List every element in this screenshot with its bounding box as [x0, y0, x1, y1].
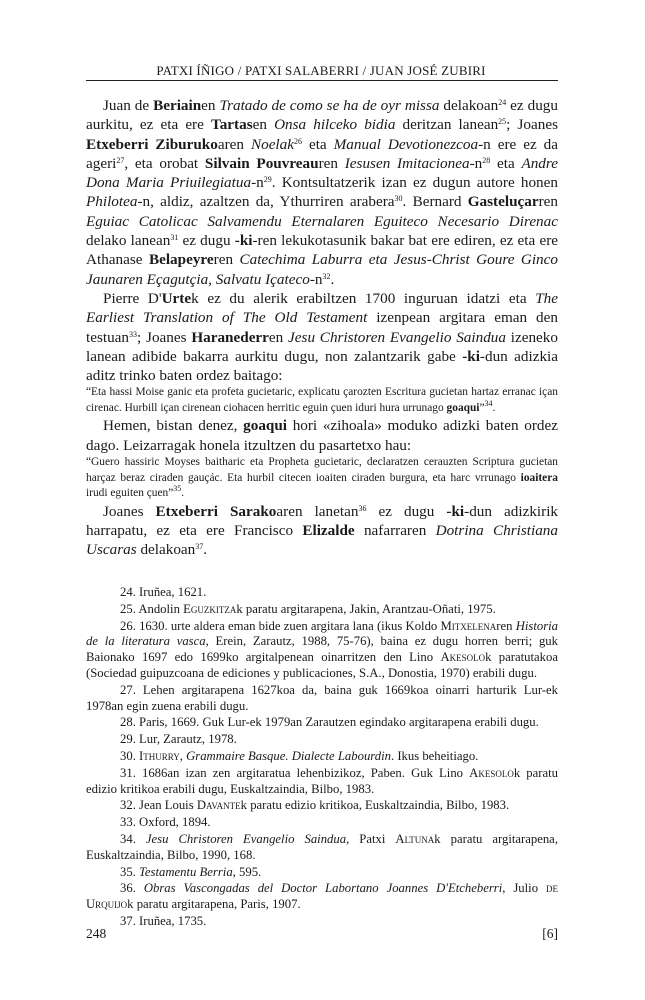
footnote-33: 33. Oxford, 1894.	[120, 815, 211, 830]
footnote-ref: 37	[195, 542, 204, 552]
footnote-25: 25. Andolin Eguzkitzak paratu argitarapena, Jakin, Arantzau-Oñati, 1975.	[120, 601, 496, 616]
running-head: PATXI ÍÑIGO / PATXI SALABERRI / JUAN JOSÉ ZUBIRI	[156, 63, 486, 78]
footnote-ref: 34	[484, 398, 493, 408]
paragraph-3: Hemen, bistan denez, goaqui hori «zihoala» moduko adizki baten ordez dago. Leizarragak honela itzultzen du pasartetxo hau:	[86, 417, 558, 454]
footnote-29: 29. Lur, Zarautz, 1978.	[120, 732, 237, 747]
footnote-28: 28. Paris, 1669. Guk Lur-ek 1979an Zarautzen egindako argitarapena erabili dugu.	[120, 715, 539, 730]
footnote-36: 36. Obras Vascongadas del Doctor Labortano Joannes D'Etcheberri, Julio de Urquijok paratu argitarapena, Paris, 1907.	[86, 881, 558, 912]
footnote-ref: 26	[294, 136, 302, 146]
page-label: [6]	[542, 926, 558, 941]
page-number: 248	[86, 926, 107, 941]
footnote-34: 34. Jesu Christoren Evangelio Saindua, Patxi Altunak paratu argitarapena, Euskaltzaindia, Bilbo, 1990, 168.	[86, 831, 558, 862]
footnote-ref: 36	[358, 503, 367, 513]
paragraph-4: Joanes Etxeberri Sarakoaren lanetan$^{36}$ ez dugu -ki-dun adizkirik harrapatu, ez eta ere Francisco Elizalde nafarraren Dotrina Christiana Uscaras delakoan$^{37}$.	[86, 502, 559, 559]
footnote-ref: 27	[116, 155, 125, 165]
footnote-ref: 30	[394, 194, 403, 204]
footnote-30: 30. Ithurry, Grammaire Basque. Dialecte Labourdin. Ikus beheitiago.	[120, 748, 479, 763]
footnote-ref: 28	[482, 155, 491, 165]
block-quote-1: “Eta hassi Moise ganic eta profeta gucietaric, explicatu çarozten Escritura gucietan hartaz erranac içan cirenac. Hurbill içan cirenean ciohacen herritic eguin çuen iduri hura urrunago goaqui”$^{34}$.	[86, 386, 558, 414]
footnote-ref: 24	[498, 98, 507, 107]
footnote-ref: 31	[170, 233, 179, 243]
footnote-ref: 29	[263, 175, 272, 185]
footnote-ref: 25	[498, 117, 507, 127]
header-rule	[86, 80, 558, 81]
footnote-27: 27. Lehen argitarapena 1627koa da, baina guk 1669koa oinarri harturik Lur-ek 1978an egin zuena erabili dugu.	[86, 682, 558, 713]
footnote-24: 24. Iruñea, 1621.	[120, 585, 207, 599]
footnote-35: 35. Testamentu Berria, 595.	[120, 864, 262, 879]
block-quote-2: “Guero hassiric Moyses baitharic eta Propheta gucietaric, declaratzen cerauzten Scriptura gucietan harçaz beraz ciraden gauçác. Eta hurbil citecen ioaiten ciraden burgura, eta harc vrrunago ioaitera irudi eguiten çuen”$^{35}$.	[86, 456, 558, 500]
footnote-31: 31. 1686an izan zen argitaratua lehenbizikoz, Paben. Guk Lino Akesolok paratu edizio kritikoa erabili dugu, Euskaltzaindia, Bilbo, 1983.	[86, 765, 559, 796]
footnote-ref: 35	[173, 484, 182, 494]
footnote-26: 26. 1630. urte aldera eman bide zuen argitara lana (ikus Koldo Mitxelenaren Historia de la literatura vasca, Erein, Zarautz, 1988, 75-76), baina ez dugu horren berri; guk Baionako 1697 edo 1699ko argitalpenean oinarritzen den Lino Akesolok paratutakoa (Sociedad guipuzcoana de ediciones y publicaciones, S.A., Donostia, 1970) erabili dugu.	[86, 618, 559, 680]
footnote-32: 32. Jean Louis Davantek paratu edizio kritikoa, Euskaltzaindia, Bilbo, 1983.	[120, 798, 510, 813]
footnote-ref: 32	[322, 271, 331, 281]
footnotes	[86, 585, 558, 931]
paragraph-2: Pierre D'Urtek ez du alerik erabiltzen 1700 inguruan idatzi eta The Earliest Translation of The Old Testament izenpean argitara eman den testuan$^{33}$; Joanes Haranederren Jesu Christoren Evangelio Saindua izeneko lanean adibide bakarra aurkitu dugu, non zalantzarik gabe -ki-dun adizkia aditz trinko baten ordez baitago:	[86, 289, 558, 385]
footnote-37: 37. Iruñea, 1735.	[120, 913, 207, 928]
footnote-ref: 33	[129, 329, 138, 339]
main-text	[86, 96, 558, 559]
paragraph-1: Juan de Beriainen Tratado de como se ha de oyr missa delakoan$^{24}$ ez dugu aurkitu, ez eta ere Tartasen Onsa hilceko bidia deritzan lanean$^{25}$; Joanes Etxeberri Ziburukoaren Noelak$^{26}$ eta Manual Devotionezcoa-n ere ez da ageri$^{27}$, eta orobat Silvain Pouvreauren Iesusen Imitacionea-$n^{28}$ eta Andre Dona Maria Priuilegiatua-$n^{29}$. Kontsultatzerik izan ez dugun autore honen Philotea-n, aldiz, azaltzen da, Ythurriren arabera$^{30}$. Bernard Gasteluçarren Eguiac Catolicac Salvamendu Eternalaren Eguiteco Necesario Direnac delako lanean$^{31}$ ez dugu -ki-ren lekukotasunik bakar bat ere ediren, ez eta ere Athanase Belapeyreren Catechima Laburra eta Jesus-Christ Goure Ginco Jaunaren Eçagutçia, Salvatu Içateco-$n^{32}$.	[86, 97, 559, 288]
